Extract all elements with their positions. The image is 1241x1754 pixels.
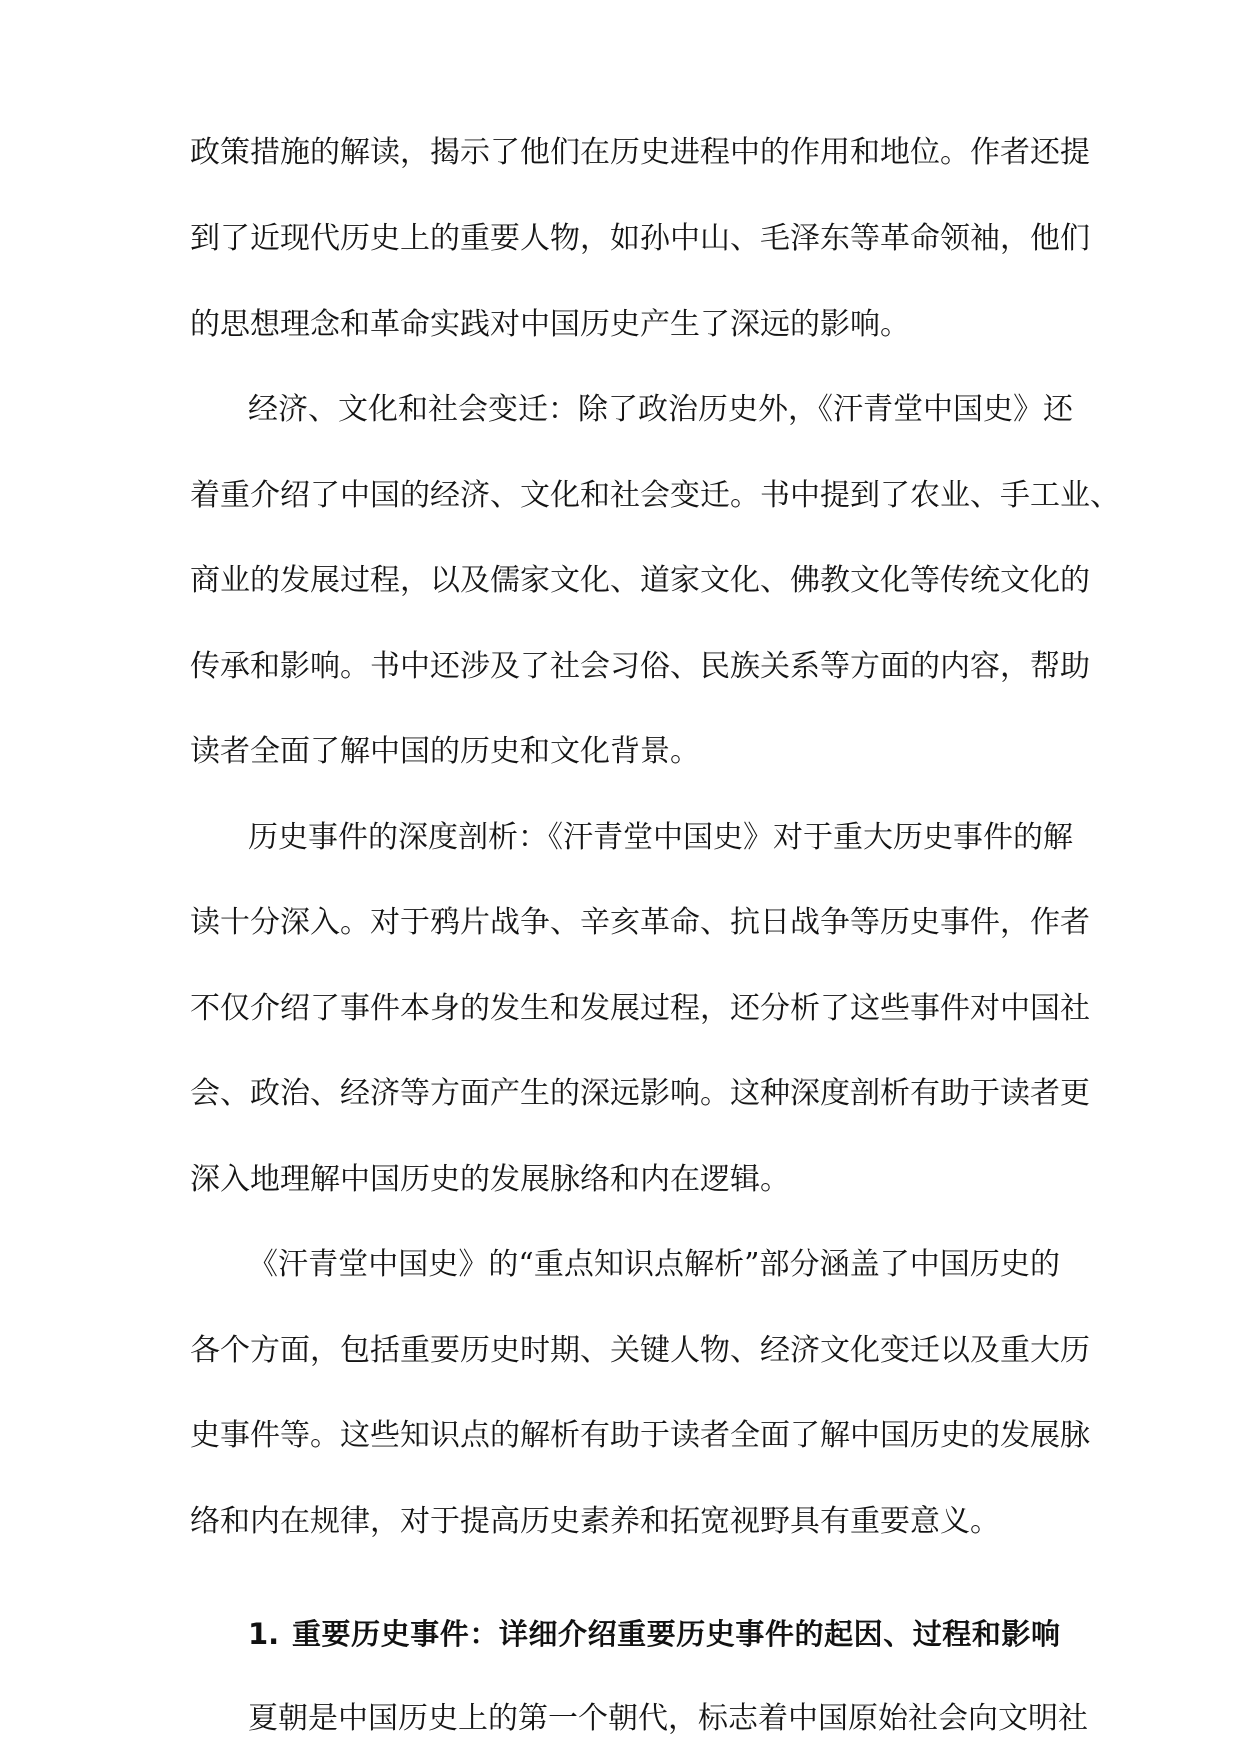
paragraph-line: 络和内在规律，对于提高历史素养和拓宽视野具有重要意义。 — [190, 1504, 1000, 1539]
paragraph-line: 《汗青堂中国史》的“重点知识点解析”部分涵盖了中国历史的 — [248, 1247, 1060, 1282]
paragraph-line: 着重介绍了中国的经济、文化和社会变迁。书中提到了农业、手工业、 — [190, 478, 1120, 513]
paragraph-line: 政策措施的解读，揭示了他们在历史进程中的作用和地位。作者还提 — [190, 135, 1090, 170]
section-heading — [248, 1609, 1060, 1659]
paragraph-line: 到了近现代历史上的重要人物，如孙中山、毛泽东等革命领袖，他们 — [190, 221, 1090, 256]
paragraph-line: 会、政治、经济等方面产生的深远影响。这种深度剖析有助于读者更 — [190, 1076, 1090, 1111]
paragraph-line: 读十分深入。对于鸦片战争、辛亥革命、抗日战争等历史事件，作者 — [190, 905, 1090, 940]
paragraph-line: 的思想理念和革命实践对中国历史产生了深远的影响。 — [190, 307, 910, 342]
heading-number: 1. — [248, 1617, 280, 1651]
paragraph-line: 商业的发展过程，以及儒家文化、道家文化、佛教文化等传统文化的 — [190, 563, 1090, 598]
paragraph-line: 不仅介绍了事件本身的发生和发展过程，还分析了这些事件对中国社 — [190, 991, 1090, 1026]
heading-text: 重要历史事件：详细介绍重要历史事件的起因、过程和影响 — [292, 1617, 1060, 1651]
paragraph-line: 史事件等。这些知识点的解析有助于读者全面了解中国历史的发展脉 — [190, 1418, 1090, 1453]
paragraph-line: 读者全面了解中国的历史和文化背景。 — [190, 734, 700, 769]
paragraph-line: 历史事件的深度剖析：《汗青堂中国史》对于重大历史事件的解 — [248, 820, 1073, 855]
paragraph-line: 夏朝是中国历史上的第一个朝代，标志着中国原始社会向文明社 — [248, 1701, 1088, 1736]
paragraph-line: 传承和影响。书中还涉及了社会习俗、民族关系等方面的内容，帮助 — [190, 649, 1090, 684]
paragraph-line: 各个方面，包括重要历史时期、关键人物、经济文化变迁以及重大历 — [190, 1333, 1090, 1368]
paragraph-line: 经济、文化和社会变迁：除了政治历史外，《汗青堂中国史》还 — [248, 392, 1073, 427]
paragraph-line: 深入地理解中国历史的发展脉络和内在逻辑。 — [190, 1162, 790, 1197]
